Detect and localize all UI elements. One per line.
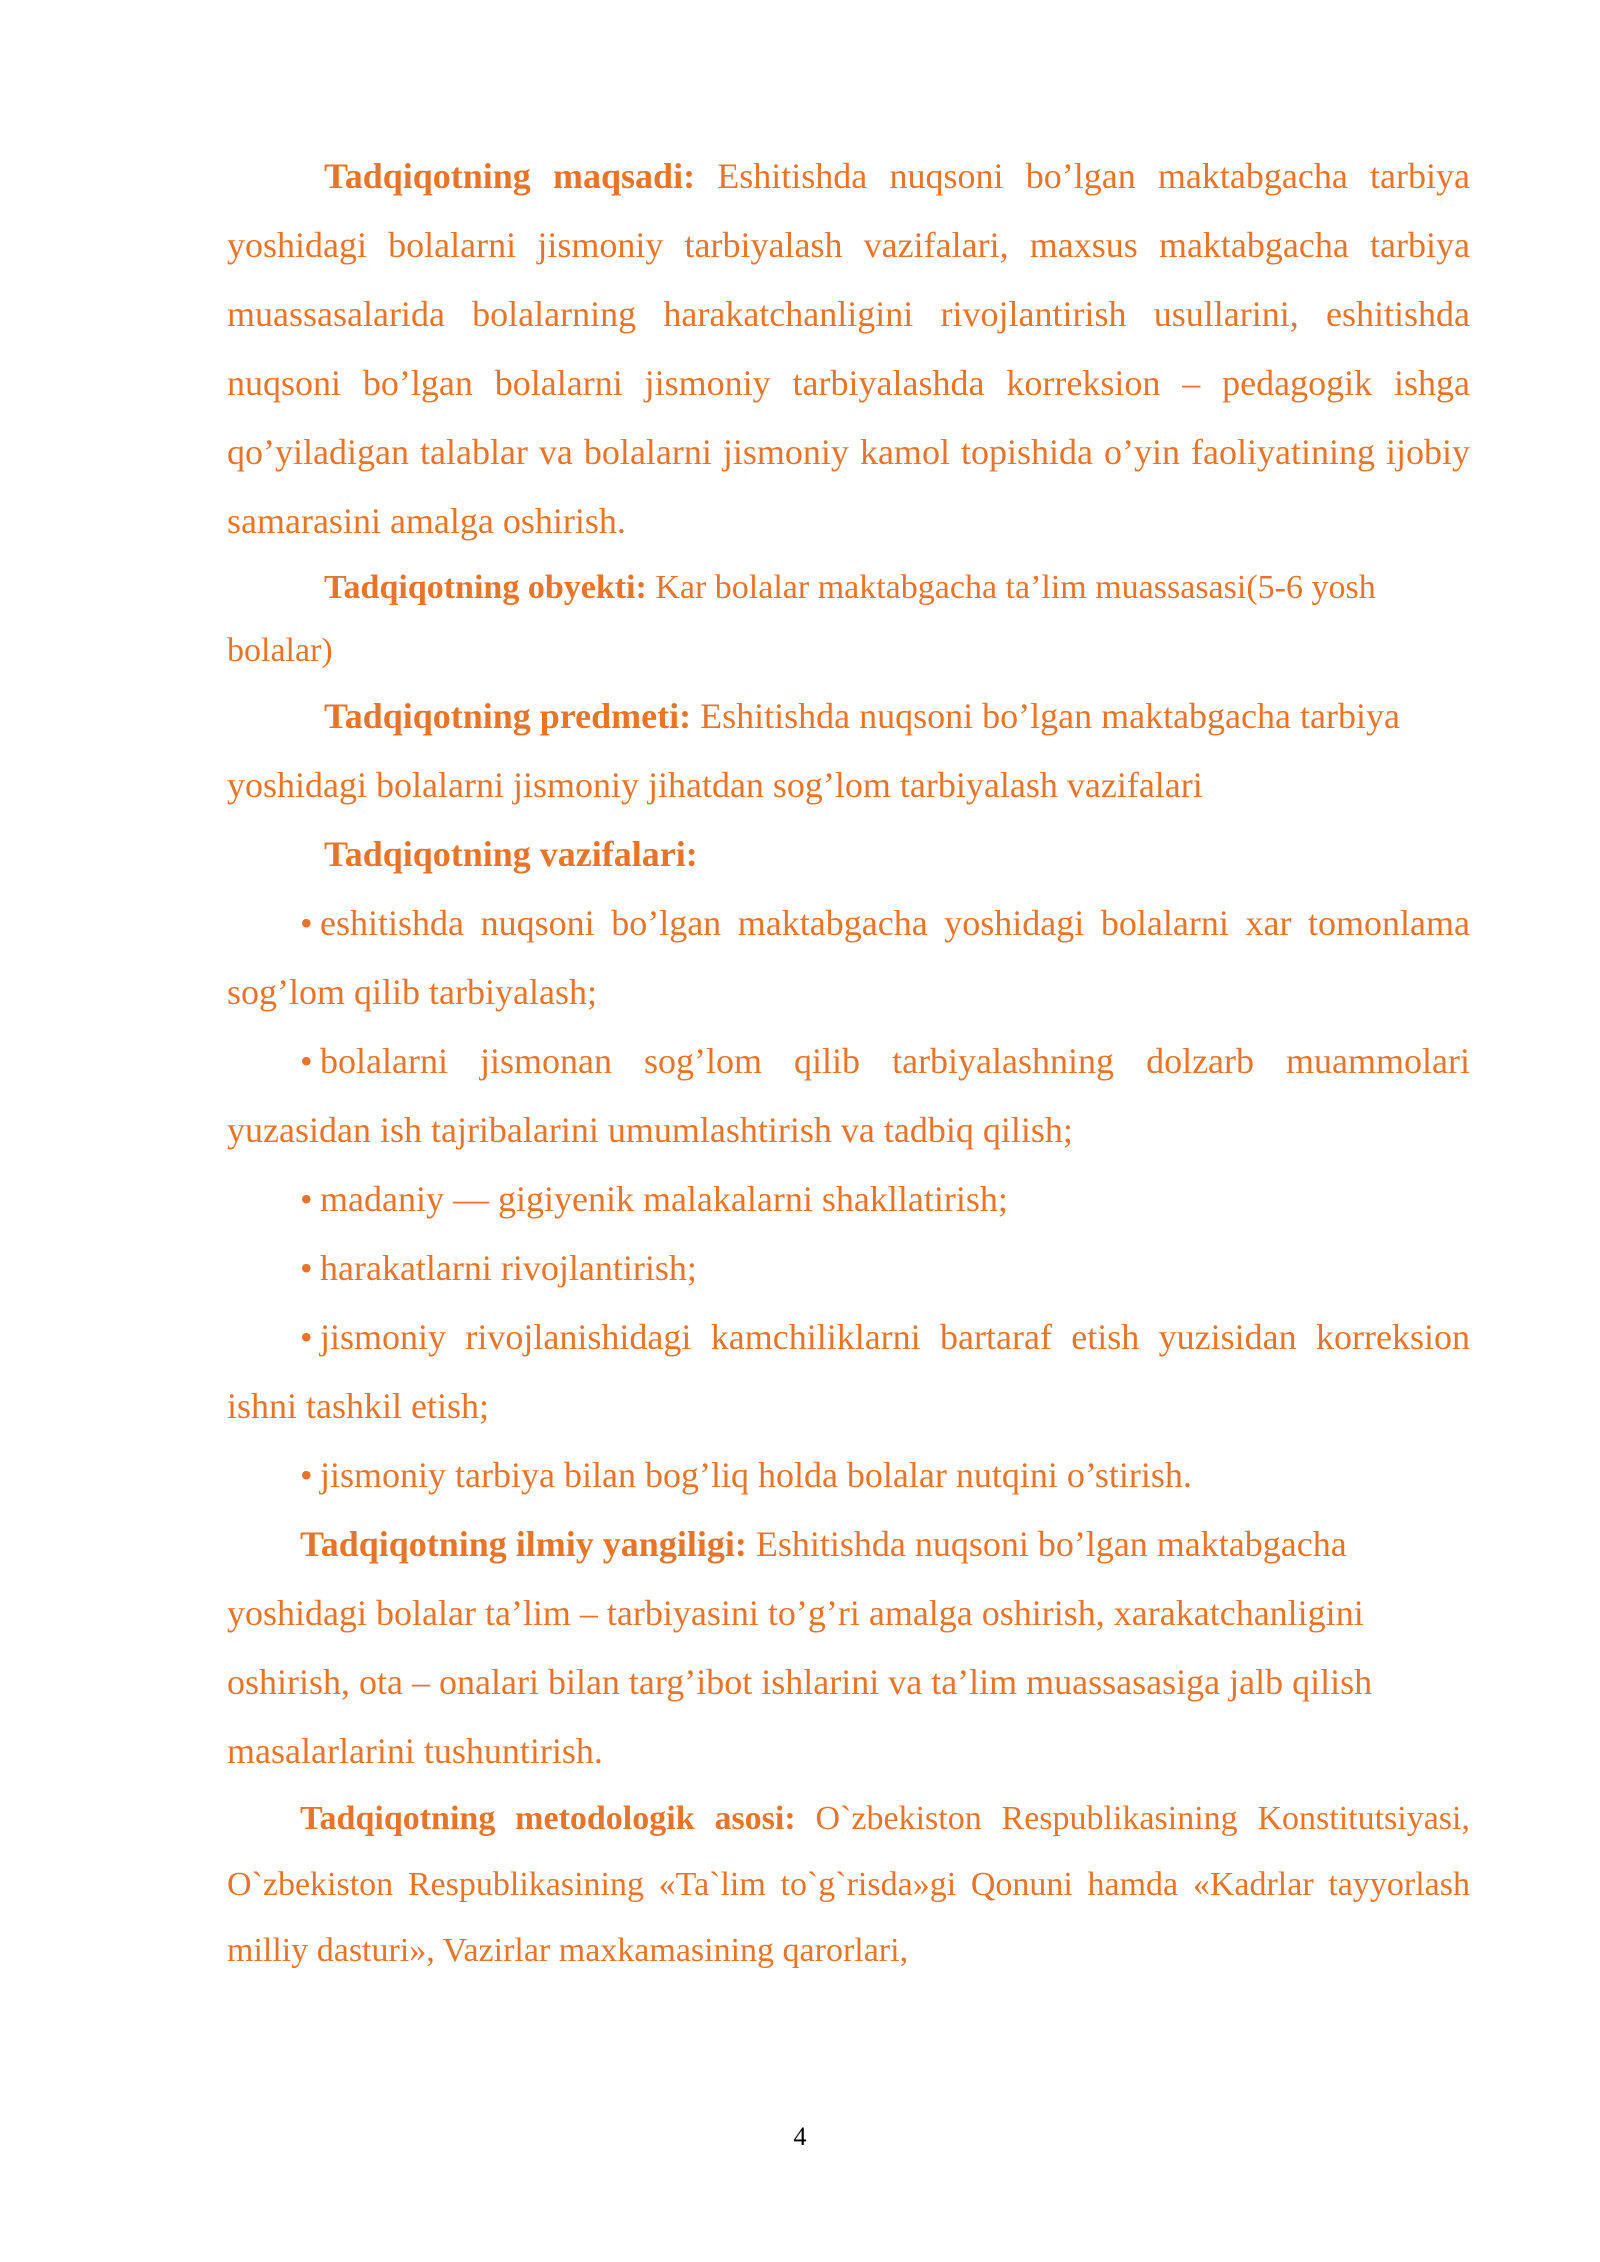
predmet-label: Tadqiqotning predmeti:: [324, 696, 692, 736]
vazifalar-heading: [227, 820, 1470, 889]
list-item-text: eshitishda nuqsoni bo’lgan maktabgacha yoshidagi bolalarni xar tomonlama sog’lom qilib tarbiyalash;: [227, 903, 1470, 1012]
bullet-icon: •: [300, 903, 313, 943]
paragraph-yangilik: [227, 1510, 1470, 1786]
list-item-text: jismoniy rivojlanishidagi kamchiliklarni bartaraf etish yuzisidan korreksion ishni tashkil etish;: [227, 1317, 1470, 1426]
metodologik-label: Tadqiqotning metodologik asosi:: [300, 1800, 796, 1837]
bullet-icon: •: [300, 1179, 313, 1219]
bullet-icon: •: [300, 1455, 313, 1495]
list-item: [227, 1441, 1470, 1510]
obyekt-text: Kar bolalar maktabgacha ta’lim muassasasi(5-6 yosh bolalar): [227, 569, 1376, 669]
paragraph-maqsad: [227, 142, 1470, 556]
list-item-text: jismoniy tarbiya bilan bog’liq holda bolalar nutqini o’stirish.: [320, 1455, 1192, 1495]
paragraph-predmet: [227, 682, 1470, 820]
document-body: [227, 142, 1470, 1984]
paragraph-metodologik: [227, 1786, 1470, 1984]
predmet-text: Eshitishda nuqsoni bo’lgan maktabgacha tarbiya yoshidagi bolalarni jismoniy jihatdan sog’lom tarbiyalash vazifalari: [227, 696, 1400, 805]
yangilik-text: Eshitishda nuqsoni bo’lgan maktabgacha yoshidagi bolalar ta’lim – tarbiyasini to’g’ri amalga oshirish, xarakatchanligini oshirish, ota – onalari bilan targ’ibot ishlarini va ta’lim muassasasiga jalb qilish masalarlarini tushuntirish.: [227, 1524, 1373, 1771]
obyekt-label: Tadqiqotning obyekti:: [324, 569, 647, 606]
maqsad-label: Tadqiqotning maqsadi:: [324, 156, 696, 196]
list-item: [227, 1234, 1470, 1303]
list-item: [227, 889, 1470, 1027]
list-item-text: harakatlarni rivojlantirish;: [320, 1248, 697, 1288]
bullet-icon: •: [300, 1317, 313, 1357]
bullet-icon: •: [300, 1041, 313, 1081]
list-item-text: madaniy — gigiyenik malakalarni shakllatirish;: [320, 1179, 1008, 1219]
list-item: [227, 1303, 1470, 1441]
page-number: 4: [793, 2122, 807, 2151]
list-item-text: bolalarni jismonan sog’lom qilib tarbiyalashning dolzarb muammolari yuzasidan ish tajribalarini umumlashtirish va tadbiq qilish;: [227, 1041, 1470, 1150]
paragraph-obyekt: [227, 556, 1470, 682]
list-item: [227, 1165, 1470, 1234]
list-item: [227, 1027, 1470, 1165]
vazifalar-label: Tadqiqotning vazifalari:: [324, 834, 698, 874]
yangilik-label: Tadqiqotning ilmiy yangiligi:: [300, 1524, 747, 1564]
metodologik-text: O`zbekiston Respublikasining Konstitutsiyasi, O`zbekiston Respublikasining «Ta`lim to`g`risda»gi Qonuni hamda «Kadrlar tayyorlash milliy dasturi», Vazirlar maxkamasining qarorlari,: [227, 1800, 1470, 1969]
maqsad-text: Eshitishda nuqsoni bo’lgan maktabgacha tarbiya yoshidagi bolalarni jismoniy tarbiyalash vazifalari, maxsus maktabgacha tarbiya muassasalarida bolalarning harakatchanligini rivojlantirish usullarini, eshitishda nuqsoni bo’lgan bolalarni jismoniy tarbiyalashda korreksion – pedagogik ishga qo’yiladigan talablar va bolalarni jismoniy kamol topishida o’yin faoliyatining ijobiy samarasini amalga oshirish.: [227, 156, 1470, 541]
bullet-icon: •: [300, 1248, 313, 1288]
